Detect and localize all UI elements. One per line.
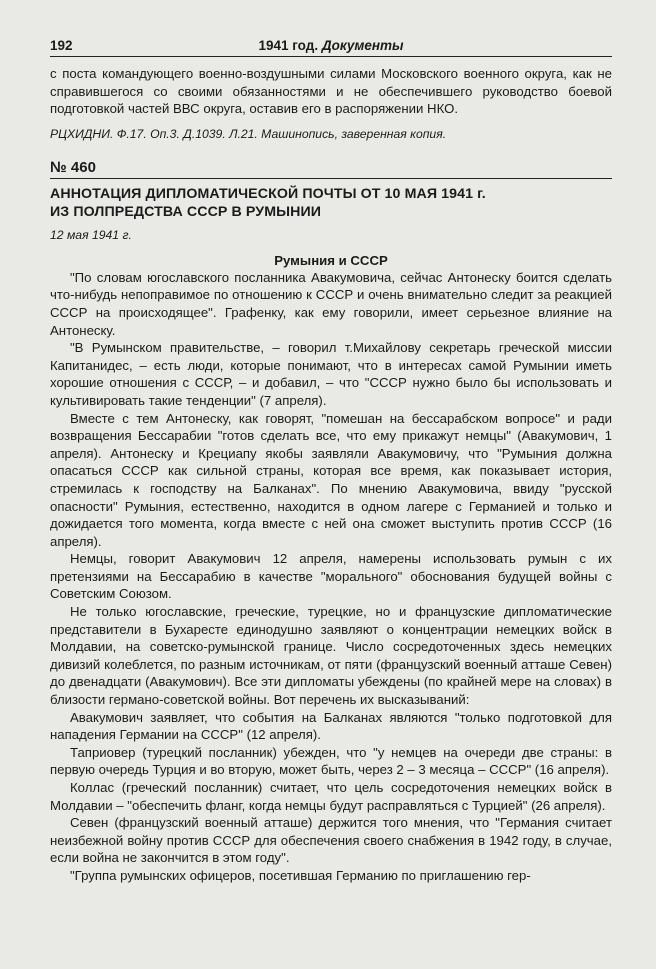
intro-paragraph: с поста командующего военно-воздушными силами Московского военного округа, как не справившегося со своими обязанностями и не обеспечившего руководство боевой подготовкой частей ВВС округа, оставив его в распоряжении НКО. — [50, 66, 612, 117]
paragraph: Севен (французский военный атташе) держится того мнения, что "Германия считает неизбежной войну против СССР для обеспечения своего снабжения в 1942 году, в случае, если война не закончится в этом году". — [50, 815, 612, 866]
paragraph: Таприовер (турецкий посланник) убежден, что "у немцев на очереди две страны: в первую очередь Турция и во вторую, может быть, через 2 – 3 месяца – СССР" (16 апреля). — [50, 744, 612, 778]
paragraph: Коллас (греческий посланник) считает, что цель сосредоточения немецких войск в Молдавии – "обеспечить фланг, когда немцы будут расправляться с Турцией" (26 апреля). — [50, 780, 612, 813]
paragraph: Вместе с тем Антонеску, как говорят, "помешан на бессарабском вопросе" и ради возвращения Бессарабии "готов сделать все, что ему прикажут немцы" (Авакумович, 1 апреля). Антонеску и Крециапу якобы заявляли Авакумовичу, что "Румыния должна опасаться СССР как сильной страны, которая все время, как показывает история, стремилась к господству на Балканах". По мнению Авакумовича, ввиду "русской опасности" Румыния, естественно, находится в одном лагере с Германией и только и дожидается того момента, когда вместе с ней она сможет выступить против СССР (16 апреля). — [50, 410, 612, 549]
document-title — [50, 185, 612, 221]
running-title-year: 1941 год. — [258, 38, 322, 53]
document-title-line-1: АННОТАЦИЯ ДИПЛОМАТИЧЕСКОЙ ПОЧТЫ ОТ 10 МАЯ 1941 г. — [50, 185, 486, 202]
document-number: № 460 — [50, 159, 612, 179]
paragraph: Немцы, говорит Авакумович 12 апреля, намерены использовать румын с их претензиями на Бессарабию в качестве "морального" обоснования будущей войны с Советским Союзом. — [50, 551, 612, 602]
document-date: 12 мая 1941 г. — [50, 227, 132, 242]
section-title: Румыния и СССР — [274, 252, 388, 268]
paragraph: Не только югославские, греческие, турецкие, но и французские дипломатические представители в Бухаресте единодушно заявляют о концентрации немецких войск в Молдавии, на советско-румынской границе. Число сосредоточенных здесь немецких дивизий колеблется, по разным источникам, от пяти (французский военный атташе Севен) до двенадцати (Авакумович). Все эти дипломаты убеждены (по крайней мере на словах) в близости германо-советской войны. Вот перечень их высказываний: — [50, 604, 612, 708]
archive-source-note: РЦХИДНИ. Ф.17. Оп.3. Д.1039. Л.21. Машинопись, заверенная копия. — [50, 126, 447, 141]
paragraph: "По словам югославского посланника Авакумовича, сейчас Антонеску боится сделать что-нибудь непоправимое по отношению к СССР и очень внимательно следит за реакцией СССР на происходящее". Графенку, как ему говорили, имеет серьезное влияние на Антонеску. — [50, 269, 612, 338]
running-title-italic: Документы — [321, 38, 404, 53]
paragraph: "Группа румынских офицеров, посетившая Германию по приглашению гер- — [70, 867, 531, 883]
running-title — [50, 38, 612, 53]
paragraph: Авакумович заявляет, что события на Балканах являются "только подготовкой для нападения Германии на СССР" (12 апреля). — [50, 709, 612, 743]
document-title-line-2: ИЗ ПОЛПРЕДСТВА СССР В РУМЫНИИ — [50, 203, 322, 220]
running-header — [50, 36, 612, 57]
page-number: 192 — [50, 38, 73, 53]
paragraph: "В Румынском правительстве, – говорил т.Михайлову секретарь греческой миссии Капитанидес, – есть люди, которые понимают, что в интересах самой Румынии иметь хорошие отношения с СССР, – и добавил, – что "СССР нужно было бы использовать и культивировать такие тенденции" (7 апреля). — [50, 340, 612, 408]
